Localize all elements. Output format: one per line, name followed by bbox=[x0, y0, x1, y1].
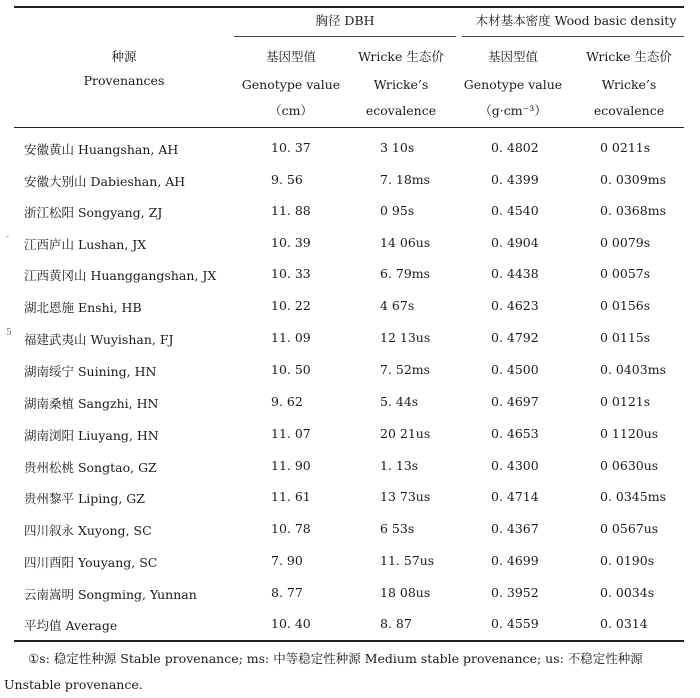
table-row bbox=[0, 450, 700, 482]
density-ecovalence-cell: 0 0115s bbox=[600, 330, 651, 345]
density-ecovalence-cell: 0. 0368ms bbox=[600, 203, 666, 218]
margin-mark: 5 bbox=[6, 328, 12, 338]
dbh-ecovalence-cell: 4 67s bbox=[380, 298, 415, 313]
dbh-wricke-header-term: ecovalence bbox=[365, 103, 437, 118]
dbh-genotype-header-en: Genotype value bbox=[241, 77, 341, 92]
provenance-cell: 四川酉阳 Youyang, SC bbox=[24, 555, 158, 570]
dbh-group-rule bbox=[234, 36, 456, 37]
dbh-wricke-header-cn: Wricke 生态价 bbox=[358, 49, 444, 64]
dbh-genotype-cell: 9. 56 bbox=[271, 172, 303, 187]
density-genotype-cell: 0. 4540 bbox=[491, 203, 539, 218]
density-genotype-cell: 0. 4623 bbox=[491, 298, 539, 313]
density-genotype-cell: 0. 4653 bbox=[491, 426, 539, 441]
density-genotype-cell: 0. 4699 bbox=[491, 553, 539, 568]
dbh-ecovalence-cell: 11. 57us bbox=[380, 553, 435, 568]
dbh-ecovalence-cell: 12 13us bbox=[380, 330, 431, 345]
dbh-ecovalence-cell: 5. 44s bbox=[380, 394, 419, 409]
dbh-ecovalence-cell: 13 73us bbox=[380, 489, 431, 504]
dbh-genotype-cell: 10. 37 bbox=[271, 140, 311, 155]
table-row bbox=[0, 132, 700, 164]
provenance-cell: 江西黄冈山 Huanggangshan, JX bbox=[24, 268, 217, 283]
density-wricke-header-cn: Wricke 生态价 bbox=[586, 49, 672, 64]
provenance-cell: 贵州松桃 Songtao, GZ bbox=[24, 460, 157, 475]
dbh-ecovalence-cell: 6. 79ms bbox=[380, 266, 431, 281]
density-wricke-header-term: ecovalence bbox=[593, 103, 665, 118]
table-row bbox=[0, 227, 700, 259]
provenance-cell: 浙江松阳 Songyang, ZJ bbox=[24, 205, 163, 220]
dbh-ecovalence-cell: 7. 52ms bbox=[380, 362, 431, 377]
density-ecovalence-cell: 0 0079s bbox=[600, 235, 651, 250]
dbh-genotype-cell: 8. 77 bbox=[271, 585, 303, 600]
table-row bbox=[0, 545, 700, 577]
table-row bbox=[0, 354, 700, 386]
density-genotype-header-cn: 基因型值 bbox=[487, 49, 538, 64]
density-ecovalence-cell: 0. 0190s bbox=[600, 553, 655, 568]
dbh-ecovalence-cell: 20 21us bbox=[380, 426, 431, 441]
footnote-line-2: Unstable provenance. bbox=[4, 677, 143, 692]
provenance-cell: 福建武夷山 Wuyishan, FJ bbox=[24, 332, 174, 347]
dbh-ecovalence-cell: 8. 87 bbox=[380, 616, 412, 631]
density-ecovalence-cell: 0. 0314 bbox=[600, 616, 648, 631]
density-ecovalence-cell: 0. 0309ms bbox=[600, 172, 666, 187]
footnote-line-1: ①s: 稳定性种源 Stable provenance; ms: 中等稳定性种源 Medium stable provenance; us: 不稳定性种源 bbox=[28, 651, 643, 666]
provenance-cell: 湖南绥宁 Suining, HN bbox=[24, 364, 157, 379]
density-wricke-header-en: Wricke’s bbox=[601, 77, 657, 92]
top-rule bbox=[14, 6, 684, 8]
density-genotype-cell: 0. 3952 bbox=[491, 585, 539, 600]
dbh-ecovalence-cell: 14 06us bbox=[380, 235, 431, 250]
provenance-cell: 湖北恩施 Enshi, HB bbox=[24, 300, 142, 315]
table-row-average bbox=[0, 608, 700, 640]
table-row bbox=[0, 577, 700, 609]
provenance-cell: 四川叙永 Xuyong, SC bbox=[24, 523, 152, 538]
dbh-ecovalence-cell: 18 08us bbox=[380, 585, 431, 600]
margin-mark: - bbox=[6, 232, 10, 242]
dbh-genotype-cell: 9. 62 bbox=[271, 394, 303, 409]
provenance-cell: 湖南桑植 Sangzhi, HN bbox=[24, 396, 159, 411]
dbh-ecovalence-cell: 1. 13s bbox=[380, 458, 419, 473]
dbh-genotype-cell: 10. 50 bbox=[271, 362, 311, 377]
provenance-cell: 平均值 Average bbox=[24, 618, 118, 633]
density-ecovalence-cell: 0. 0345ms bbox=[600, 489, 666, 504]
provenance-header-cn: 种源 bbox=[111, 49, 137, 64]
density-genotype-header-unit: （g·cm⁻³） bbox=[479, 103, 547, 118]
dbh-genotype-cell: 10. 22 bbox=[271, 298, 311, 313]
density-ecovalence-cell: 0. 0034s bbox=[600, 585, 655, 600]
density-genotype-header-en: Genotype value bbox=[463, 77, 563, 92]
dbh-genotype-cell: 11. 88 bbox=[271, 203, 311, 218]
dbh-genotype-cell: 10. 33 bbox=[271, 266, 311, 281]
provenance-cell: 安徽黄山 Huangshan, AH bbox=[24, 142, 179, 157]
provenance-cell: 安徽大别山 Dabieshan, AH bbox=[24, 174, 186, 189]
density-group-rule bbox=[462, 36, 684, 37]
table-row bbox=[0, 195, 700, 227]
dbh-genotype-cell: 11. 61 bbox=[271, 489, 311, 504]
table-row bbox=[0, 290, 700, 322]
density-ecovalence-cell: 0 0211s bbox=[600, 140, 651, 155]
density-genotype-cell: 0. 4399 bbox=[491, 172, 539, 187]
density-genotype-cell: 0. 4559 bbox=[491, 616, 539, 631]
table-row bbox=[0, 481, 700, 513]
dbh-genotype-cell: 11. 07 bbox=[271, 426, 311, 441]
density-genotype-cell: 0. 4367 bbox=[491, 521, 539, 536]
density-genotype-cell: 0. 4802 bbox=[491, 140, 539, 155]
density-genotype-cell: 0. 4697 bbox=[491, 394, 539, 409]
provenance-cell: 湖南浏阳 Liuyang, HN bbox=[24, 428, 159, 443]
table-row bbox=[0, 322, 700, 354]
dbh-ecovalence-cell: 3 10s bbox=[380, 140, 415, 155]
dbh-ecovalence-cell: 0 95s bbox=[380, 203, 415, 218]
dbh-genotype-cell: 10. 78 bbox=[271, 521, 311, 536]
density-genotype-cell: 0. 4904 bbox=[491, 235, 539, 250]
dbh-genotype-header-unit: （cm） bbox=[269, 103, 313, 118]
density-ecovalence-cell: 0 0156s bbox=[600, 298, 651, 313]
provenance-header-en: Provenances bbox=[83, 73, 165, 88]
header-rule bbox=[14, 127, 684, 128]
density-genotype-cell: 0. 4714 bbox=[491, 489, 539, 504]
density-genotype-cell: 0. 4300 bbox=[491, 458, 539, 473]
dbh-wricke-header-en: Wricke’s bbox=[373, 77, 429, 92]
dbh-genotype-cell: 11. 09 bbox=[271, 330, 311, 345]
density-ecovalence-cell: 0 0121s bbox=[600, 394, 651, 409]
dbh-genotype-cell: 7. 90 bbox=[271, 553, 303, 568]
density-ecovalence-cell: 0. 0403ms bbox=[600, 362, 666, 377]
density-ecovalence-cell: 0 0057s bbox=[600, 266, 651, 281]
table-row bbox=[0, 258, 700, 290]
dbh-genotype-header-cn: 基因型值 bbox=[265, 49, 316, 64]
dbh-ecovalence-cell: 7. 18ms bbox=[380, 172, 431, 187]
table-row bbox=[0, 164, 700, 196]
table-row bbox=[0, 513, 700, 545]
density-genotype-cell: 0. 4500 bbox=[491, 362, 539, 377]
dbh-genotype-cell: 11. 90 bbox=[271, 458, 311, 473]
bottom-rule bbox=[14, 640, 684, 642]
dbh-ecovalence-cell: 6 53s bbox=[380, 521, 415, 536]
density-ecovalence-cell: 0 0630us bbox=[600, 458, 659, 473]
provenance-cell: 江西庐山 Lushan, JX bbox=[24, 237, 147, 252]
density-genotype-cell: 0. 4438 bbox=[491, 266, 539, 281]
dbh-genotype-cell: 10. 39 bbox=[271, 235, 311, 250]
group-header-dbh: 胸径 DBH bbox=[315, 13, 375, 28]
provenance-cell: 贵州黎平 Liping, GZ bbox=[24, 491, 145, 506]
provenance-cell: 云南嵩明 Songming, Yunnan bbox=[24, 587, 197, 602]
density-genotype-cell: 0. 4792 bbox=[491, 330, 539, 345]
table-row bbox=[0, 418, 700, 450]
density-ecovalence-cell: 0 0567us bbox=[600, 521, 659, 536]
table-row bbox=[0, 386, 700, 418]
dbh-genotype-cell: 10. 40 bbox=[271, 616, 311, 631]
density-ecovalence-cell: 0 1120us bbox=[600, 426, 659, 441]
group-header-density: 木材基本密度 Wood basic density bbox=[475, 13, 677, 28]
